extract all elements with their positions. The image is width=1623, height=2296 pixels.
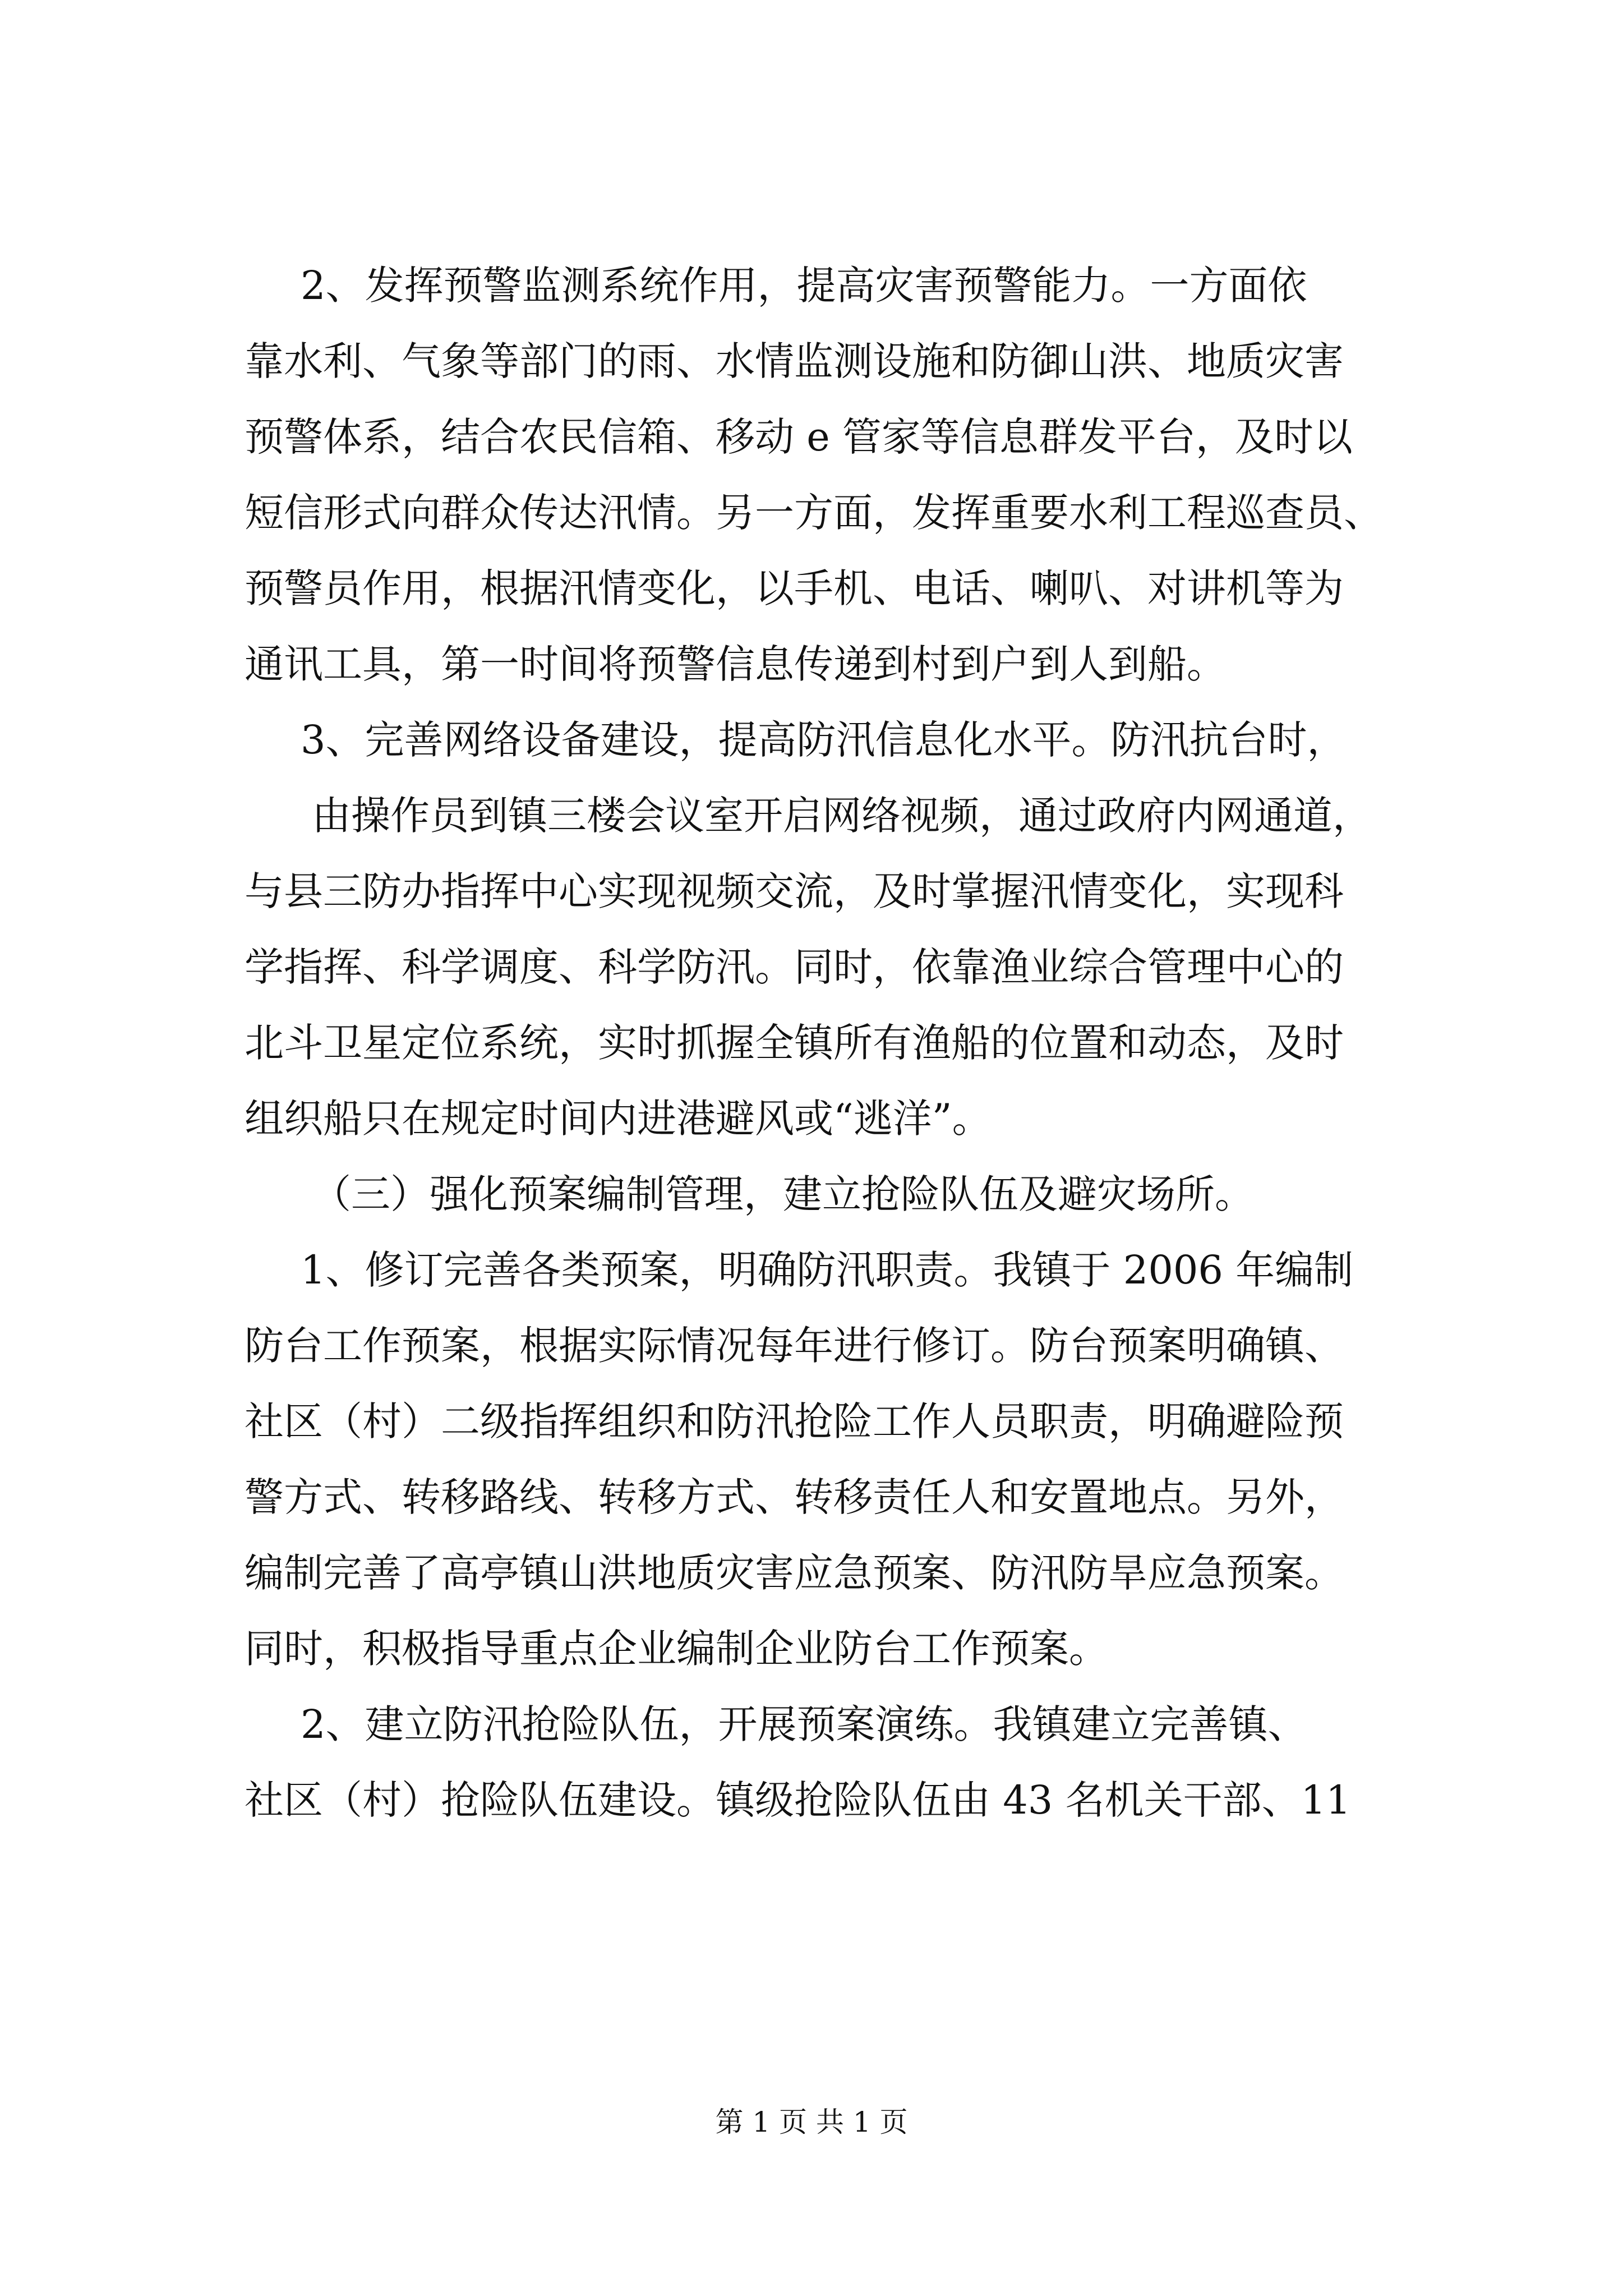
page-number-footer: 第 1 页 共 1 页 [715,2106,908,2138]
paragraph-line: 与县三防办指挥中心实现视频交流，及时掌握汛情变化，实现科 [245,868,1344,914]
paragraph-line: 警方式、转移路线、转移方式、转移责任人和安置地点。另外， [245,1474,1344,1520]
paragraph-line: 短信形式向群众传达汛情。另一方面，发挥重要水利工程巡查员、 [245,490,1383,536]
paragraph-line: 组织船只在规定时间内进港避风或“逃洋”。 [245,1096,992,1142]
paragraph-line: 编制完善了高亭镇山洪地质灾害应急预案、防汛防旱应急预案。 [245,1550,1344,1596]
paragraph-line: 通讯工具，第一时间将预警信息传递到村到户到人到船。 [245,641,1226,687]
paragraph-line: 2、发挥预警监测系统作用，提高灾害预警能力。一方面依 [301,263,1307,309]
paragraph-line: 同时，积极指导重点企业编制企业防台工作预案。 [245,1626,1108,1672]
document-body [245,259,1411,1849]
paragraph-line: 1、修订完善各类预案，明确防汛职责。我镇于 2006 年编制 [301,1247,1354,1293]
paragraph-line: 由操作员到镇三楼会议室开启网络视频，通过政府内网通道， [312,793,1372,839]
paragraph-line: 预警体系，结合农民信箱、移动 e 管家等信息群发平台，及时以 [245,414,1353,460]
paragraph-line: 社区（村）二级指挥组织和防汛抢险工作人员职责，明确避险预 [245,1398,1344,1444]
paragraph-line: 预警员作用，根据汛情变化，以手机、电话、喇叭、对讲机等为 [245,565,1344,611]
paragraph-line: 3、完善网络设备建设，提高防汛信息化水平。防汛抗台时， [301,717,1347,763]
paragraph-line: 学指挥、科学调度、科学防汛。同时，依靠渔业综合管理中心的 [245,944,1344,990]
paragraph-line: 2、建立防汛抢险队伍，开展预案演练。我镇建立完善镇、 [301,1701,1307,1747]
paragraph-line: 社区（村）抢险队伍建设。镇级抢险队伍由 43 名机关干部、11 [245,1777,1351,1823]
paragraph-line: 靠水利、气象等部门的雨、水情监测设施和防御山洪、地质灾害 [245,338,1344,384]
section-heading: （三）强化预案编制管理，建立抢险队伍及避灾场所。 [312,1171,1254,1217]
paragraph-line: 北斗卫星定位系统，实时抓握全镇所有渔船的位置和动态，及时 [245,1020,1344,1066]
paragraph-line: 防台工作预案，根据实际情况每年进行修订。防台预案明确镇、 [245,1323,1344,1369]
